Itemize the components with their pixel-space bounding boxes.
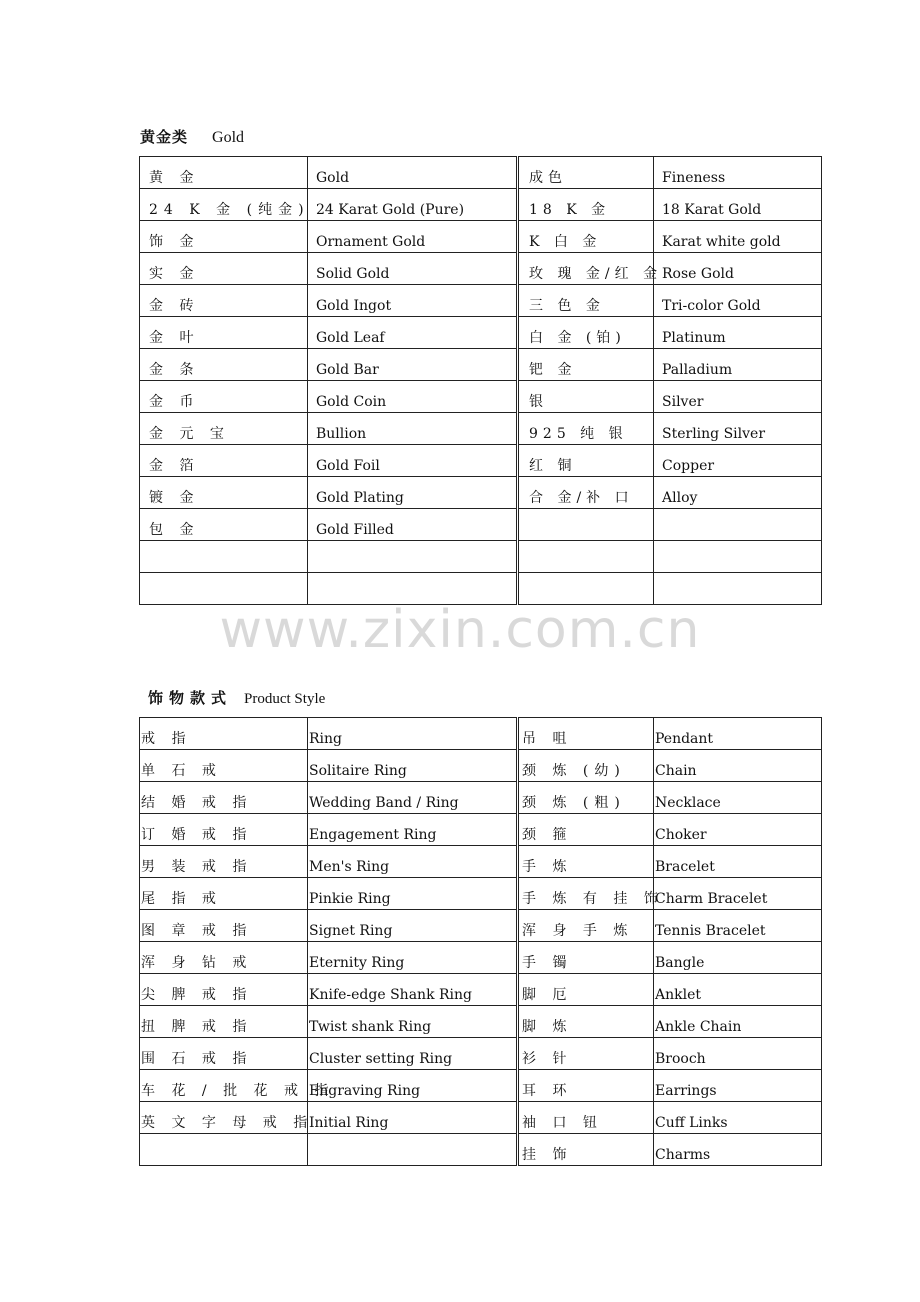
- gold-table-row: [140, 221, 822, 253]
- table-cell: [518, 157, 654, 189]
- en-term: Karat white gold: [662, 234, 781, 250]
- table-cell: [518, 1038, 654, 1070]
- en-term: Rose Gold: [662, 266, 734, 282]
- table-cell: [140, 317, 308, 349]
- table-cell: [518, 718, 654, 750]
- table-cell: [654, 910, 822, 942]
- gold-table-row: [140, 157, 822, 189]
- cn-term: 男 装 戒 指: [141, 859, 253, 875]
- gold-table-row: [140, 381, 822, 413]
- table-cell: [518, 221, 654, 253]
- en-term: Engagement Ring: [309, 827, 437, 843]
- cn-term: 黄 金: [149, 170, 200, 186]
- gold-table-row: [140, 189, 822, 221]
- en-term: Gold Coin: [316, 394, 387, 410]
- table-cell: [140, 541, 308, 573]
- table-cell: [308, 221, 518, 253]
- table-cell: [654, 541, 822, 573]
- cn-term: 挂 饰: [522, 1147, 573, 1163]
- cn-term: 成色: [529, 170, 567, 186]
- en-term: Charm Bracelet: [655, 891, 768, 907]
- table-cell: [308, 541, 518, 573]
- table-cell: [654, 477, 822, 509]
- table-cell: [140, 1102, 314, 1134]
- style-table-row: [140, 1038, 822, 1070]
- gold-table-row: [140, 253, 822, 285]
- en-term: Cluster setting Ring: [309, 1051, 453, 1067]
- en-term: Gold Ingot: [316, 298, 392, 314]
- gold-title-cn: 黄金类: [140, 128, 189, 146]
- table-cell: [140, 814, 308, 846]
- table-cell: [654, 1038, 822, 1070]
- gold-table-row: [140, 445, 822, 477]
- table-cell: [140, 846, 308, 878]
- cn-term: 金 币: [149, 394, 200, 410]
- table-cell: [518, 189, 654, 221]
- table-cell: [654, 413, 822, 445]
- table-cell: [308, 814, 518, 846]
- table-cell: [518, 846, 654, 878]
- en-term: Pinkie Ring: [309, 891, 391, 907]
- table-cell: [140, 189, 308, 221]
- cn-term: 颈 箍: [522, 827, 573, 843]
- cn-term: 浑 身 钻 戒: [141, 955, 253, 971]
- style-table-row: [140, 718, 822, 750]
- table-cell: [308, 253, 518, 285]
- table-cell: [308, 509, 518, 541]
- en-term: Gold Leaf: [316, 330, 385, 346]
- cn-term: 包 金: [149, 522, 200, 538]
- en-term: 18 Karat Gold: [662, 202, 762, 218]
- gold-table-row: [140, 349, 822, 381]
- table-cell: [140, 910, 308, 942]
- en-term: Signet Ring: [309, 923, 393, 939]
- table-cell: [518, 445, 654, 477]
- table-cell: [140, 477, 308, 509]
- table-cell: [140, 974, 308, 1006]
- table-cell: [518, 878, 664, 910]
- en-term: Solitaire Ring: [309, 763, 407, 779]
- gold-table-row: [140, 285, 822, 317]
- cn-term: 围 石 戒 指: [141, 1051, 253, 1067]
- en-term: Anklet: [655, 987, 701, 1003]
- table-cell: [518, 541, 654, 573]
- table-cell: [308, 942, 518, 974]
- cn-term: 18 K 金: [529, 202, 611, 218]
- table-cell: [518, 477, 654, 509]
- table-cell: [308, 1038, 518, 1070]
- table-cell: [518, 285, 654, 317]
- en-term: Gold Foil: [316, 458, 380, 474]
- table-cell: [140, 285, 308, 317]
- style-table-row: [140, 1102, 822, 1134]
- en-term: Fineness: [662, 170, 726, 186]
- table-cell: [518, 1006, 654, 1038]
- table-cell: [308, 1070, 518, 1102]
- cn-term: 浑 身 手 炼: [522, 923, 634, 939]
- table-cell: [140, 445, 308, 477]
- table-cell: [654, 221, 822, 253]
- en-term: Ankle Chain: [655, 1019, 742, 1035]
- table-cell: [654, 317, 822, 349]
- table-cell: [654, 1070, 822, 1102]
- style-table-row: [140, 782, 822, 814]
- table-cell: [140, 1038, 308, 1070]
- en-term: Choker: [655, 827, 707, 843]
- table-cell: [308, 189, 518, 221]
- style-table: [139, 717, 822, 1166]
- table-cell: [518, 509, 654, 541]
- table-cell: [140, 413, 308, 445]
- table-cell: [654, 157, 822, 189]
- table-cell: [140, 253, 308, 285]
- en-term: Wedding Band / Ring: [309, 795, 459, 811]
- cn-term: 白 金 (铂): [529, 330, 626, 346]
- table-cell: [654, 285, 822, 317]
- table-cell: [654, 253, 822, 285]
- cn-term: 订 婚 戒 指: [141, 827, 253, 843]
- table-cell: [308, 878, 518, 910]
- en-term: Men's Ring: [309, 859, 390, 875]
- en-term: Ring: [309, 731, 342, 747]
- en-term: Sterling Silver: [662, 426, 766, 442]
- en-term: Platinum: [662, 330, 726, 346]
- en-term: [308, 1164, 516, 1165]
- en-term: Knife-edge Shank Ring: [309, 987, 472, 1003]
- cn-term: 车 花 / 批 花 戒 指: [141, 1083, 335, 1099]
- table-cell: [308, 317, 518, 349]
- cn-term: 实 金: [149, 266, 200, 282]
- cn-term: 脚 炼: [522, 1019, 573, 1035]
- cn-term: [140, 1164, 307, 1165]
- table-cell: [518, 750, 654, 782]
- table-cell: [654, 718, 822, 750]
- en-term: Engraving Ring: [309, 1083, 421, 1099]
- gold-table-row: [140, 509, 822, 541]
- en-term: Copper: [662, 458, 715, 474]
- table-cell: [308, 285, 518, 317]
- table-cell: [518, 1070, 654, 1102]
- table-cell: [518, 782, 654, 814]
- style-section-heading: [140, 687, 325, 708]
- table-cell: [518, 974, 654, 1006]
- table-cell: [654, 381, 822, 413]
- cn-term: 颈 炼 (幼): [522, 763, 626, 779]
- table-cell: [140, 942, 308, 974]
- table-cell: [308, 1134, 518, 1166]
- en-term: Gold: [316, 170, 350, 186]
- en-term: Cuff Links: [655, 1115, 728, 1131]
- table-cell: [308, 718, 518, 750]
- style-table-row: [140, 878, 822, 910]
- cn-term: 合 金/补 口: [529, 490, 634, 506]
- table-cell: [308, 477, 518, 509]
- en-term: Silver: [662, 394, 704, 410]
- en-term: 24 Karat Gold (Pure): [316, 202, 465, 218]
- table-cell: [140, 782, 308, 814]
- gold-table-row: [140, 477, 822, 509]
- table-cell: [518, 942, 654, 974]
- cn-term: 图 章 戒 指: [141, 923, 253, 939]
- table-cell: [140, 221, 308, 253]
- style-table-row: [140, 1070, 822, 1102]
- table-cell: [518, 910, 654, 942]
- en-term: Necklace: [655, 795, 721, 811]
- table-cell: [140, 157, 308, 189]
- style-table-row: [140, 814, 822, 846]
- en-term: Palladium: [662, 362, 733, 378]
- table-cell: [308, 381, 518, 413]
- cn-term: 吊 咀: [522, 731, 573, 747]
- table-cell: [518, 1134, 654, 1166]
- en-term: Solid Gold: [316, 266, 390, 282]
- gold-table-row: [140, 317, 822, 349]
- cn-term: 脚 厄: [522, 987, 573, 1003]
- gold-section-heading: [140, 126, 244, 147]
- table-cell: [518, 253, 663, 285]
- table-cell: [308, 445, 518, 477]
- cn-term: 金 砖: [149, 298, 200, 314]
- watermark: www.zixin.com.cn: [219, 600, 701, 660]
- table-cell: [308, 157, 518, 189]
- gold-table-row: [140, 413, 822, 445]
- en-term: Gold Plating: [316, 490, 404, 506]
- table-cell: [308, 750, 518, 782]
- en-term: Chain: [655, 763, 697, 779]
- en-term: Initial Ring: [309, 1115, 389, 1131]
- table-cell: [308, 846, 518, 878]
- gold-title-en: Gold: [212, 129, 245, 146]
- en-term: Charms: [655, 1147, 711, 1163]
- table-cell: [140, 509, 308, 541]
- table-cell: [654, 189, 822, 221]
- table-cell: [654, 974, 822, 1006]
- cn-term: 925 纯 银: [529, 426, 628, 442]
- table-cell: [140, 718, 308, 750]
- table-cell: [308, 349, 518, 381]
- table-cell: [654, 1102, 822, 1134]
- cn-term: 饰 金: [149, 234, 200, 250]
- en-term: Earrings: [655, 1083, 717, 1099]
- cn-term: 红 铜: [529, 458, 577, 474]
- en-term: Tennis Bracelet: [655, 923, 766, 939]
- cn-term: 手 炼 有 挂 饰: [522, 891, 664, 907]
- style-table-row: [140, 1006, 822, 1038]
- style-title-en: Product Style: [244, 691, 326, 707]
- table-cell: [140, 878, 308, 910]
- table-cell: [308, 413, 518, 445]
- cn-term: 金 条: [149, 362, 200, 378]
- en-term: Pendant: [655, 731, 714, 747]
- cn-term: 玫 瑰 金/红 金: [529, 266, 663, 282]
- table-cell: [140, 1070, 335, 1102]
- en-term: Bullion: [316, 426, 367, 442]
- table-cell: [140, 750, 308, 782]
- cn-term: 手 炼: [522, 859, 573, 875]
- style-title-cn: 饰物款式: [148, 689, 233, 707]
- table-cell: [518, 814, 654, 846]
- style-table-row: [140, 846, 822, 878]
- table-cell: [654, 750, 822, 782]
- cn-term: 钯 金: [529, 362, 577, 378]
- cn-term: K 白 金: [529, 234, 602, 250]
- cn-term: 尖 脾 戒 指: [141, 987, 253, 1003]
- en-term: Gold Filled: [316, 522, 394, 538]
- cn-term: 袖 口 钮: [522, 1115, 603, 1131]
- table-cell: [518, 349, 654, 381]
- cn-term: 衫 针: [522, 1051, 573, 1067]
- cn-term: 金 叶: [149, 330, 200, 346]
- table-cell: [654, 1134, 822, 1166]
- table-cell: [654, 509, 822, 541]
- cn-term: 戒 指: [141, 731, 192, 747]
- table-cell: [654, 846, 822, 878]
- style-table-row: [140, 910, 822, 942]
- cn-term: 扭 脾 戒 指: [141, 1019, 253, 1035]
- table-cell: [654, 445, 822, 477]
- en-term: Alloy: [662, 490, 698, 506]
- en-term: Eternity Ring: [309, 955, 405, 971]
- style-table-row: [140, 750, 822, 782]
- cn-term: 金 元 宝: [149, 426, 230, 442]
- table-cell: [140, 1134, 308, 1166]
- table-cell: [308, 1006, 518, 1038]
- style-table-row: [140, 1134, 822, 1166]
- table-cell: [140, 381, 308, 413]
- table-cell: [518, 317, 654, 349]
- table-cell: [308, 1102, 518, 1134]
- cn-term: 镀 金: [149, 490, 200, 506]
- cn-term: 银: [529, 394, 548, 410]
- gold-table: [139, 156, 822, 605]
- table-cell: [518, 413, 654, 445]
- style-table-row: [140, 942, 822, 974]
- style-table-row: [140, 974, 822, 1006]
- table-cell: [654, 1006, 822, 1038]
- cn-term: 耳 环: [522, 1083, 573, 1099]
- cn-term: 颈 炼 (粗): [522, 795, 626, 811]
- table-cell: [518, 381, 654, 413]
- table-cell: [308, 782, 518, 814]
- cn-term: 三 色 金: [529, 298, 605, 314]
- table-cell: [654, 349, 822, 381]
- en-term: Bracelet: [655, 859, 715, 875]
- cn-term: 英 文 字 母 戒 指: [141, 1115, 314, 1131]
- en-term: Tri-color Gold: [662, 298, 761, 314]
- table-cell: [308, 910, 518, 942]
- en-term: Gold Bar: [316, 362, 379, 378]
- table-cell: [308, 974, 518, 1006]
- table-cell: [654, 814, 822, 846]
- table-cell: [518, 1102, 654, 1134]
- en-term: Ornament Gold: [316, 234, 426, 250]
- table-cell: [654, 878, 822, 910]
- cn-term: 单 石 戒: [141, 763, 222, 779]
- cn-term: 尾 指 戒: [141, 891, 222, 907]
- en-term: Twist shank Ring: [309, 1019, 432, 1035]
- table-cell: [654, 782, 822, 814]
- cn-term: 结 婚 戒 指: [141, 795, 253, 811]
- cn-term: 手 镯: [522, 955, 573, 971]
- table-cell: [140, 349, 308, 381]
- table-cell: [654, 942, 822, 974]
- cn-term: 24 K 金 (纯金): [149, 202, 310, 218]
- table-cell: [140, 1006, 308, 1038]
- en-term: Brooch: [655, 1051, 706, 1067]
- cn-term: 金 箔: [149, 458, 200, 474]
- gold-table-row: [140, 541, 822, 573]
- en-term: Bangle: [655, 955, 705, 971]
